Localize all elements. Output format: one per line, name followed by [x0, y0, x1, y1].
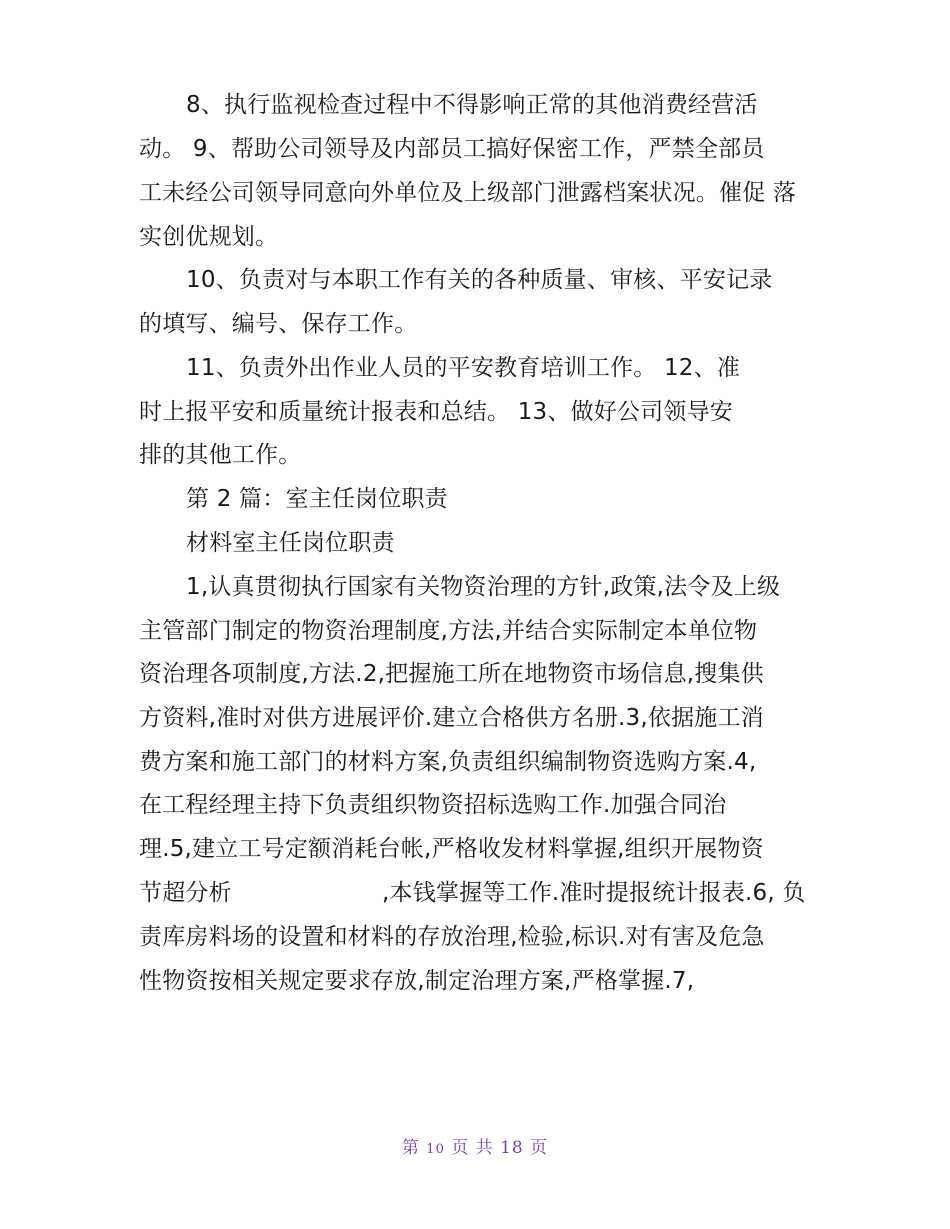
text-line: 1,认真贯彻执行国家有关物资治理的方针,政策,法令及上级 [186, 574, 781, 600]
text-line: 性物资按相关规定要求存放,制定治理方案,严格掌握.7, [139, 968, 695, 994]
current-page-number: 10 [426, 1142, 445, 1157]
text-line: 8、执行监视检查过程中不得影响正常的其他消费经营活 [186, 92, 758, 118]
text-line: 时上报平安和质量统计报表和总结。 13、做好公司领导安 [139, 399, 733, 425]
text-line: 11、负责外出作业人员的平安教育培训工作。 12、准 [186, 355, 741, 381]
footer-middle: 页 共 [444, 1138, 501, 1158]
text-line: 动。 9、帮助公司领导及内部员工搞好保密工作，严禁全部员 [139, 136, 765, 162]
text-line: 费方案和施工部门的材料方案,负责组织编制物资选购方案.4, [139, 749, 757, 775]
text-line: 工未经公司领导同意向外单位及上级部门泄露档案状况。催促 落 [139, 180, 797, 206]
text-line: 排的其他工作。 [139, 442, 302, 468]
section-heading: 第 2 篇：室主任岗位职责 [186, 486, 448, 512]
text-line: 责库房料场的设置和材料的存放治理,检验,标识.对有害及危急 [139, 924, 765, 950]
section-subheading: 材料室主任岗位职责 [186, 530, 395, 556]
text-line: 资治理各项制度,方法.2,把握施工所在地物资市场信息,搜集供 [139, 661, 764, 687]
page-footer [0, 1133, 950, 1158]
text-line: 节超分析 ,本钱掌握等工作.准时提报统计报表.6, 负 [139, 880, 806, 906]
footer-prefix: 第 [401, 1138, 427, 1158]
text-line: 的填写、编号、保存工作。 [139, 311, 418, 337]
text-line: 方资料,准时对供方进展评价.建立合格供方名册.3,依据施工消 [139, 705, 764, 731]
text-line: 理.5,建立工号定额消耗台帐,严格收发材料掌握,组织开展物资 [139, 836, 764, 862]
text-line: 主管部门制定的物资治理制度,方法,并结合实际制定本单位物 [139, 618, 758, 644]
text-line: 实创优规划。 [139, 224, 279, 250]
text-line: 10、负责对与本职工作有关的各种质量、审核、平安记录 [186, 267, 773, 293]
text-line: 在工程经理主持下负责组织物资招标选购工作.加强合同治 [139, 792, 727, 818]
total-pages-number: 18 [500, 1138, 524, 1158]
footer-suffix: 页 [523, 1138, 549, 1158]
